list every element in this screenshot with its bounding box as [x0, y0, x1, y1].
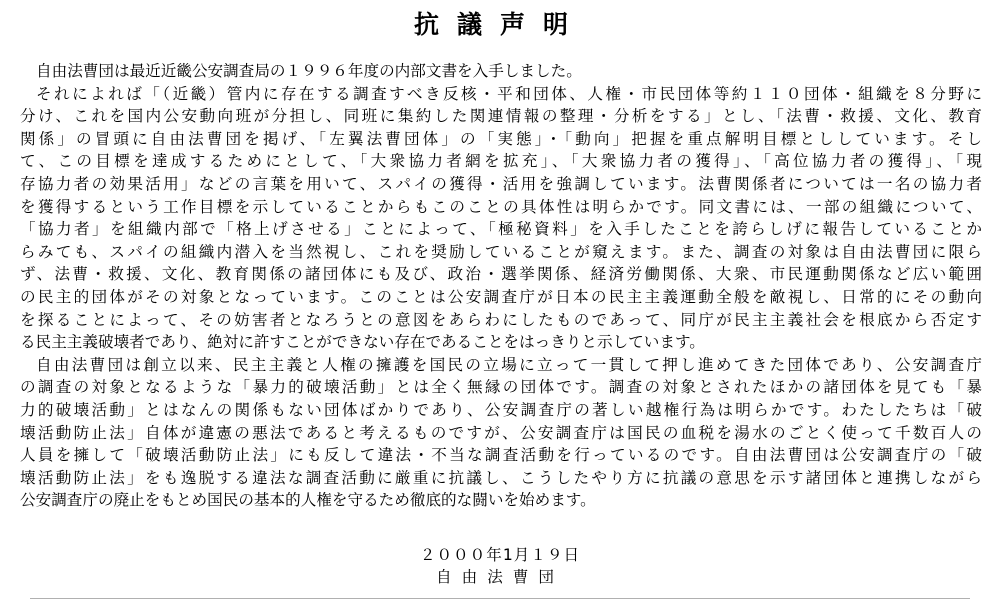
paragraph-2-line-3: 関係」の冒頭に自由法曹団を掲げ、「左翼法曹団体」の「実態」・「動向」把握を重点解明目標とししています。そし	[20, 129, 982, 148]
paragraph-2-line-2: 分け、これを国内公安動向班が分担し、同班に集約した関連情報の整理・分析をする」とし、「法曹・救援、文化、教育	[20, 107, 982, 126]
paragraph-3-line-3: 力的破壊活動」とはなんの関係もない団体ばかりであり、公安調査庁の著しい越権行為は明らかです。わたしたちは「破	[20, 400, 982, 419]
document-date: ２０００年1月１９日	[419, 546, 581, 564]
paragraph-3-line-5: 人員を擁して「破壊活動防止法」にも反して違法・不当な調査活動を行っているのです。自由法曹団は公安調査庁の「破	[20, 446, 982, 465]
paragraph-2-line-8: らみても、スパイの組織内潜入を当然視し、これを奨励していることが窺えます。また、調査の対象は自由法曹団に限ら	[20, 242, 982, 261]
paragraph-1-line-1: 自由法曹団は最近近畿公安調査局の１９９６年度の内部文書を入手しました。	[36, 62, 582, 80]
paragraph-2-line-5: 存協力者の効果活用」などの言葉を用いて、スパイの獲得・活用を強調しています。法曹関係者については一名の協力者	[20, 174, 982, 193]
paragraph-2-line-1: それによれば「（近畿）管内に存在する調査すべき反核・平和団体、人権・市民団体等約１１０団体・組織を８分野に	[36, 84, 982, 103]
document-signature: 自由法曹団	[436, 568, 564, 586]
paragraph-3-line-2: の調査の対象となるような「暴力的破壊活動」とは全く無縁の団体です。調査の対象とされたほかの諸団体を見ても「暴	[20, 378, 982, 397]
bottom-divider	[30, 598, 970, 599]
paragraph-2-line-6: を獲得するという工作目標を示していることからもこのことの具体性は明らかです。同文書には、一部の組織について、	[20, 197, 982, 216]
document-title: 抗議声明	[413, 10, 586, 39]
paragraph-3-line-6: 壊活動防止法」をも逸脱する違法な調査活動に厳重に抗議し、こうしたやり方に抗議の意思を示す諸団体と連携しながら	[20, 468, 982, 487]
paragraph-2-line-7: 「協力者」を組織内部で「格上げさせる」ことによって、「極秘資料」を入手したことを誇らしげに報告していることか	[20, 220, 982, 239]
paragraph-3-line-1: 自由法曹団は創立以来、民主主義と人権の擁護を国民の立場に立って一貫して押し進めてきた団体であり、公安調査庁	[36, 355, 982, 374]
paragraph-2-line-12: る民主主義破壊者であり、絶対に許すことができない存在であることをはっきりと示しています。	[20, 333, 705, 352]
paragraph-2-line-9: ず、法曹・救援、文化、教育関係の諸団体にも及び、政治・選挙関係、経済労働関係、大衆、市民運動関係など広い範囲	[20, 265, 982, 284]
paragraph-3-line-7: 公安調査庁の廃止をもとめ国民の基本的人権を守るため徹底的な闘いを始めます。	[20, 491, 596, 510]
paragraph-2-line-4: て、この目標を達成するためにとして、「大衆協力者網を拡充」、「大衆協力者の獲得」、「高位協力者の獲得」、「現	[20, 152, 982, 171]
document-body	[20, 60, 982, 512]
paragraph-3-line-4: 壊活動防止法」自体が違憲の悪法であると考えるものですが、公安調査庁は国民の血税を湯水のごとく使って千数百人の	[20, 423, 982, 442]
paragraph-2-line-10: の民主的団体がその対象となっています。このことは公安調査庁が日本の民主主義運動全般を敵視し、日常的にその動向	[20, 287, 982, 306]
paragraph-2-line-11: を探ることによって、その妨害者となろうとの意図をあらわにしたものであって、同庁が民主主義社会を根底から否定す	[20, 310, 982, 329]
